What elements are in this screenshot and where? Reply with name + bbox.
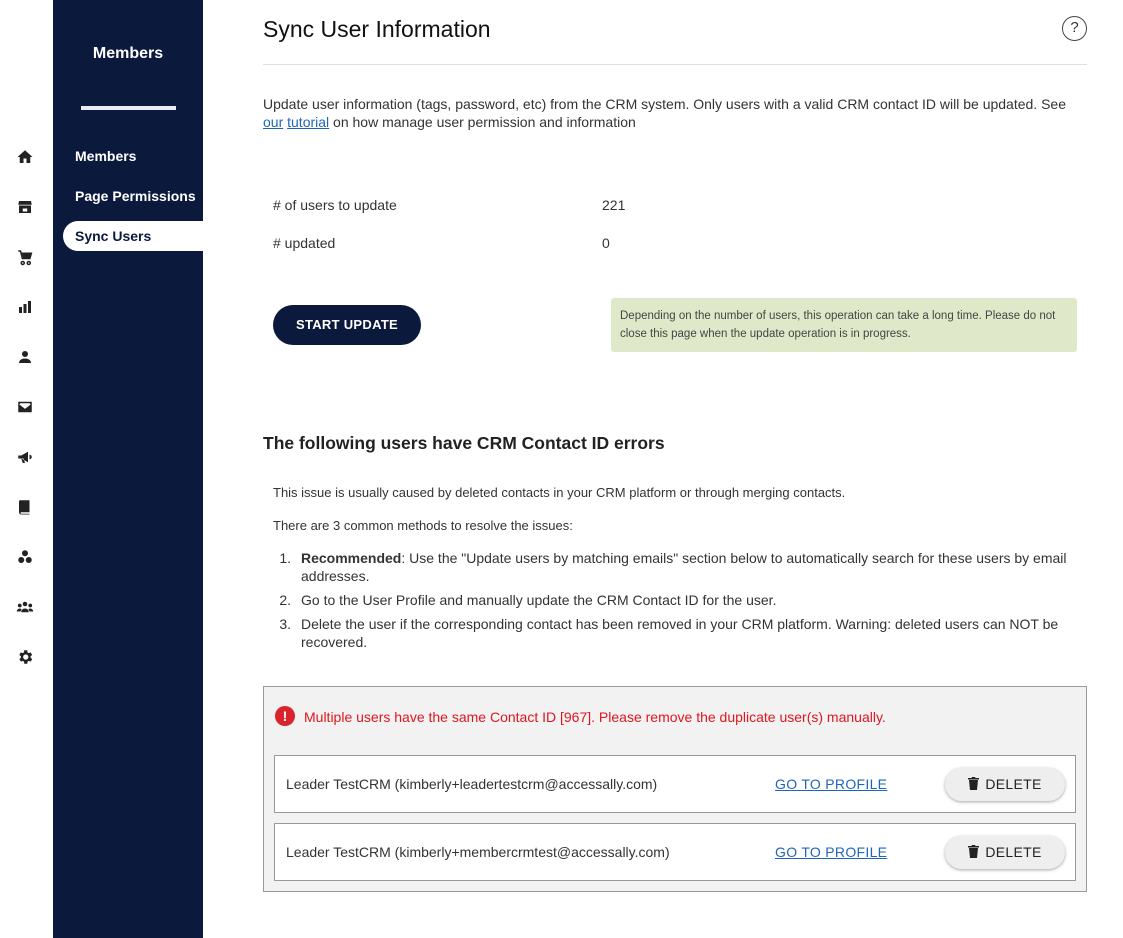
list-item: 2. Go to the User Profile and manually update the CRM Contact ID for the user.: [279, 592, 777, 608]
go-to-profile-link[interactable]: GO TO PROFILE: [775, 844, 888, 860]
users-to-update-value: 221: [602, 197, 626, 213]
book-icon[interactable]: [15, 497, 35, 517]
nav-item-page-permissions[interactable]: Page Permissions: [75, 188, 196, 204]
duration-notice: Depending on the number of users, this operation can take a long time. Please do not close this page when the update operation is in progress.: [611, 298, 1077, 352]
megaphone-icon[interactable]: [15, 447, 35, 467]
cart-icon[interactable]: [15, 247, 35, 267]
user-name: Leader TestCRM (kimberly+leadertestcrm@accessally.com): [286, 776, 658, 792]
groups-icon[interactable]: [15, 547, 35, 567]
trash-icon: [968, 777, 979, 790]
resolution-methods-list: [273, 549, 1073, 657]
nav-item-sync-users[interactable]: Sync Users: [63, 221, 203, 251]
methods-intro: There are 3 common methods to resolve the issues:: [273, 518, 573, 533]
nav-item-members[interactable]: Members: [75, 148, 137, 164]
table-row: [274, 823, 1076, 881]
help-button[interactable]: ?: [1062, 16, 1087, 41]
start-update-button[interactable]: START UPDATE: [273, 305, 421, 345]
delete-button[interactable]: DELETE: [945, 836, 1065, 869]
crm-errors-heading: The following users have CRM Contact ID errors: [263, 433, 665, 453]
page-title: Sync User Information: [263, 16, 491, 42]
members-nav-panel: [53, 0, 203, 938]
user-name: Leader TestCRM (kimberly+membercrmtest@accessally.com): [286, 844, 670, 860]
cause-text: This issue is usually caused by deleted contacts in your CRM platform or through merging contacts.: [273, 485, 846, 500]
tutorial-link-our[interactable]: our: [263, 114, 284, 130]
intro-text: Update user information (tags, password, etc) from the CRM system. Only users with a valid CRM contact ID will be updated. See our tutorial on how manage user permission and information: [263, 96, 1066, 130]
trash-icon: [968, 845, 979, 858]
updated-value: 0: [602, 235, 610, 251]
duplicate-contact-error-box: [263, 686, 1087, 892]
store-icon[interactable]: [15, 197, 35, 217]
delete-button[interactable]: DELETE: [945, 768, 1065, 801]
users-to-update-label: # of users to update: [273, 197, 397, 213]
nav-title: Members: [92, 45, 164, 62]
title-divider: [263, 64, 1087, 65]
list-item: 3. Delete the user if the corresponding contact has been removed in your CRM platform. Warning: deleted users can NOT be recovered.: [279, 616, 1059, 650]
go-to-profile-link[interactable]: GO TO PROFILE: [775, 776, 888, 792]
home-icon[interactable]: [15, 147, 35, 167]
list-item: 1. Recommended: Use the "Update users by matching emails" section below to automatically search for these users by email addresses.: [279, 550, 1067, 584]
bar-chart-icon[interactable]: [15, 297, 35, 317]
mail-icon[interactable]: [15, 397, 35, 417]
error-message: Multiple users have the same Contact ID [967]. Please remove the duplicate user(s) manually.: [304, 709, 886, 725]
table-row: [274, 755, 1076, 813]
tutorial-link[interactable]: tutorial: [287, 114, 330, 130]
settings-icon[interactable]: [15, 647, 35, 667]
user-icon[interactable]: [15, 347, 35, 367]
nav-divider: [81, 106, 176, 110]
error-icon: !: [275, 706, 295, 726]
team-icon[interactable]: [15, 597, 35, 617]
icon-rail: [0, 0, 53, 938]
updated-label: # updated: [273, 235, 336, 251]
